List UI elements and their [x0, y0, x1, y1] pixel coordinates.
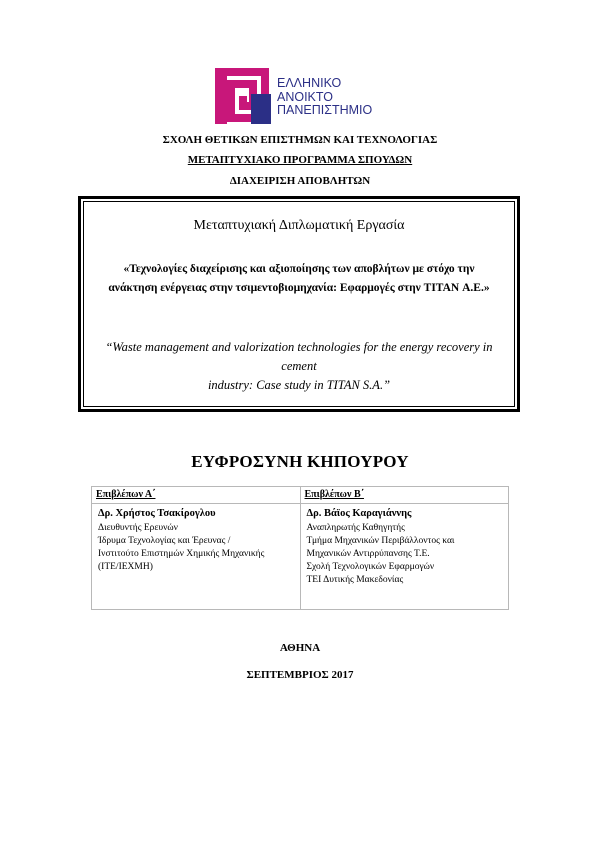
city: ΑΘΗΝΑ	[279, 642, 321, 654]
english-title-line-1: “Waste management and valorization technologies for the energy recovery in cement	[105, 340, 493, 373]
supervisor-a-cell	[92, 504, 301, 610]
supervisor-b-line: Σχολή Τεχνολογικών Εφαρμογών	[306, 562, 435, 572]
supervisor-b-line: Αναπληρωτής Καθηγητής	[306, 523, 405, 533]
english-title-line-2: industry: Case study in TITAN S.A.”	[207, 378, 391, 392]
supervisor-b-cell	[300, 504, 509, 610]
supervisor-b-label: Επιβλέπων Β΄	[304, 489, 364, 500]
thesis-type: Μεταπτυχιακή Διπλωματική Εργασία	[193, 218, 405, 233]
supervisor-b-line: ΤΕΙ Δυτικής Μακεδονίας	[306, 575, 404, 585]
program-name: ΜΕΤΑΠΤΥΧΙΑΚΟ ΠΡΟΓΡΑΜΜΑ ΣΠΟΥΔΩΝ	[187, 154, 413, 166]
greek-title-line-2: ανάκτηση ενέργειας στην τσιμεντοβιομηχανία: Εφαρμογές στην TITAN Α.Ε.»	[108, 282, 490, 294]
supervisors-table	[91, 486, 509, 610]
supervisor-b-line: Μηχανικών Αντιρρύπανσης Τ.Ε.	[306, 549, 430, 559]
supervisor-a-line: Διευθυντής Ερευνών	[98, 523, 178, 533]
supervisor-b-header	[300, 487, 509, 504]
supervisor-a-line: Ινστιτούτο Επιστημών Χημικής Μηχανικής	[98, 549, 265, 559]
supervisor-a-line: Ίδρυμα Τεχνολογίας και Έρευνας /	[98, 536, 231, 546]
supervisor-a-header	[92, 487, 301, 504]
greek-title	[104, 260, 494, 298]
author-name: ΕΥΦΡΟΣΥΝΗ ΚΗΠΟΥΡΟΥ	[191, 452, 409, 471]
logo-wordmark	[277, 77, 372, 118]
school-name: ΣΧΟΛΗ ΘΕΤΙΚΩΝ ΕΠΙΣΤΗΜΩΝ ΚΑΙ ΤΕΧΝΟΛΟΓΙΑΣ	[162, 134, 438, 146]
supervisor-b-line: Τμήμα Μηχανικών Περιβάλλοντος και	[306, 536, 455, 546]
logo-line-2: ΑΝΟΙΚΤΟ	[277, 89, 334, 104]
greek-title-line-1: «Τεχνολογίες διαχείρισης και αξιοποίησης των αποβλήτων με στόχο την	[123, 263, 475, 275]
logo-line-3: ΠΑΝΕΠΙΣΤΗΜΙΟ	[277, 103, 373, 117]
course-name: ΔΙΑΧΕΙΡΙΣΗ ΑΠΟΒΛΗΤΩΝ	[229, 175, 371, 187]
date: ΣΕΠΤΕΜΒΡΙΟΣ 2017	[246, 669, 354, 681]
university-logo	[215, 68, 415, 124]
supervisor-a-label: Επιβλέπων Α΄	[96, 489, 156, 500]
logo-line-1: ΕΛΛΗΝΙΚΟ	[277, 76, 342, 90]
supervisor-b-name: Δρ. Βάϊος Καραγιάννης	[306, 508, 412, 519]
logo-mark-icon	[215, 68, 271, 124]
supervisor-a-name: Δρ. Χρήστος Τσακίρογλου	[98, 508, 216, 519]
thesis-title-box-inner	[83, 201, 515, 407]
supervisor-a-line: (ΙΤΕ/ΙΕΧΜΗ)	[98, 562, 153, 572]
thesis-title-box	[78, 196, 520, 412]
english-title	[100, 338, 498, 395]
